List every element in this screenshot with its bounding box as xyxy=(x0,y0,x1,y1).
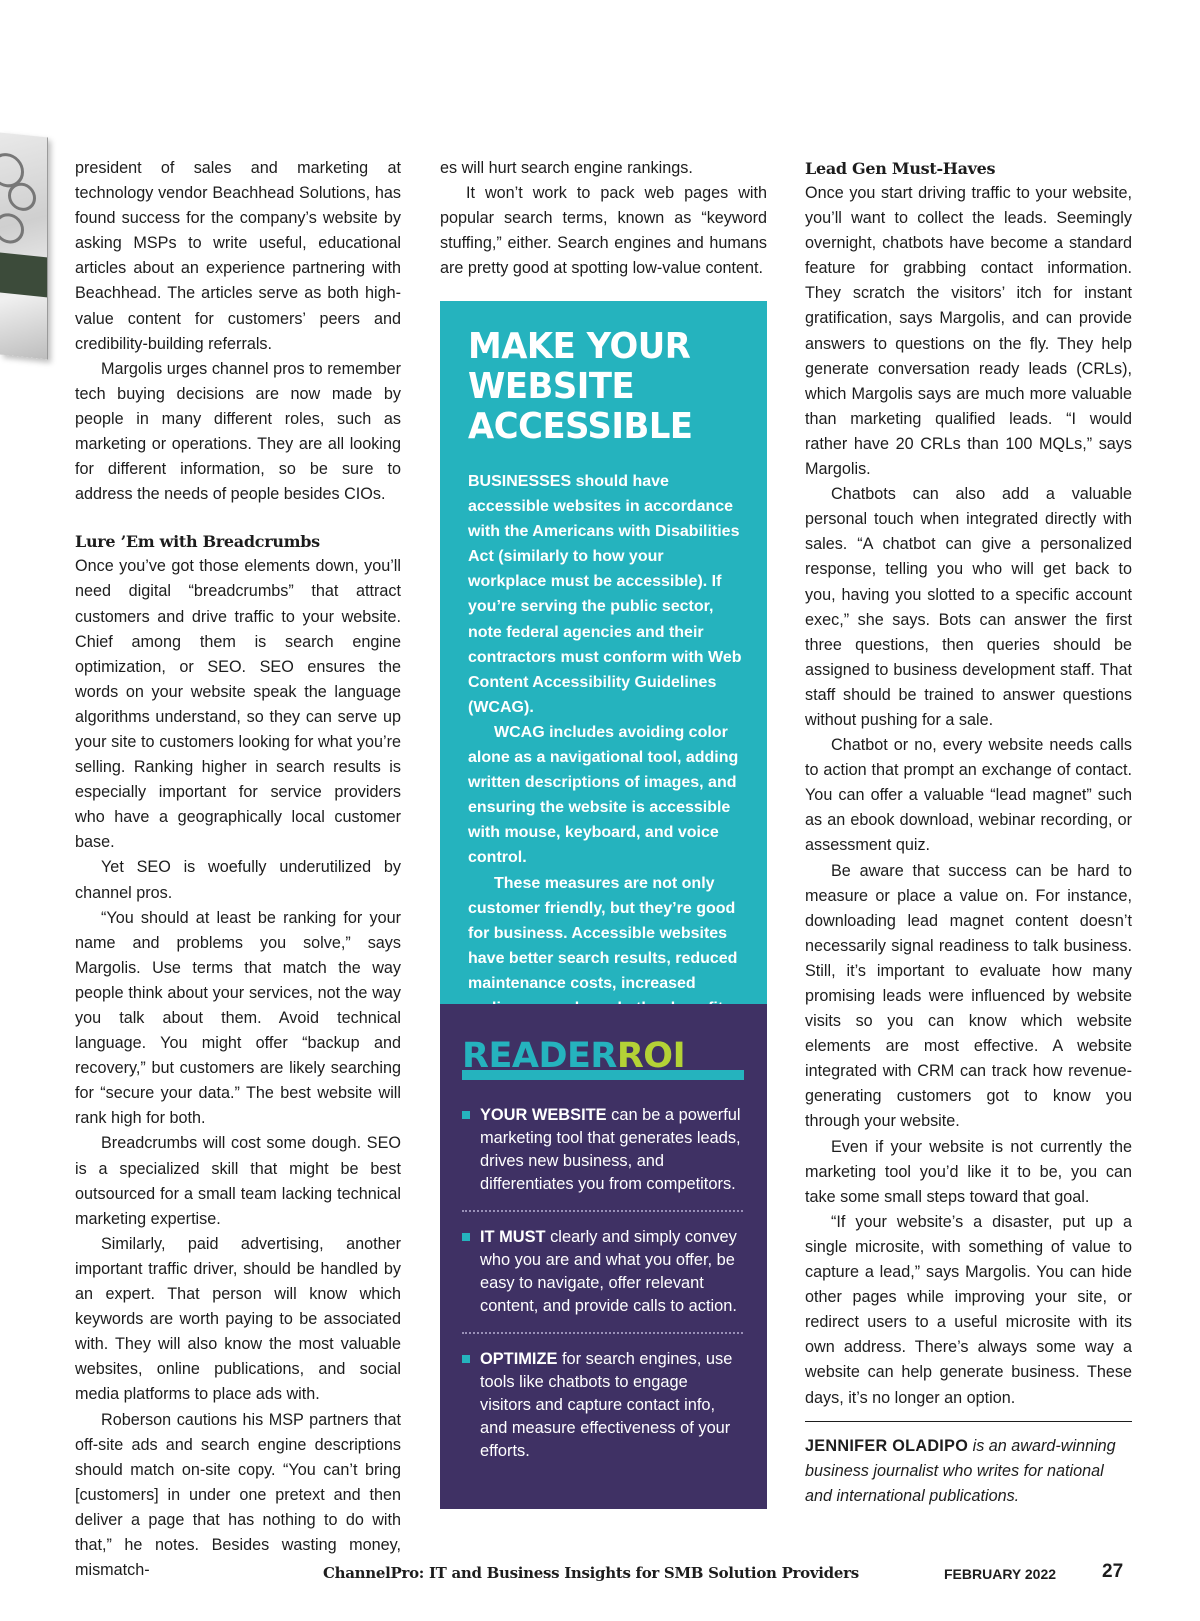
reader-roi-box xyxy=(440,1004,767,1509)
paragraph: Yet SEO is woefully underutilized by channel pros. xyxy=(75,858,401,902)
paragraph: Once you start driving traffic to your website, you’ll want to collect the leads. Seemingly overnight, chatbots have become a standard feature for grabbing contact information. They scratch the visitors’ itch for instant gratification, says Margolis, and can provide answers to questions on the fly. They help generate conversation ready leads (CRLs), which Margolis says are much more valuable than marketing qualified leads. “I would rather have 20 CRLs than 100 MQLs,” says Margolis. xyxy=(805,184,1132,479)
paragraph: Breadcrumbs will cost some dough. SEO is a specialized skill that might be best outsourced for a small team lacking technical marketing expertise. xyxy=(75,1134,401,1228)
subheading-lead-gen: Lead Gen Must-Haves xyxy=(805,159,996,178)
list-item: IT MUST clearly and simply convey who you are and what you offer, be easy to navigate, offer relevant content, and provide calls to action. xyxy=(462,1226,743,1334)
list-item: OPTIMIZE for search engines, use tools like chatbots to engage visitors and capture contact info, and measure effectiveness of your efforts. xyxy=(462,1348,743,1477)
paragraph: BUSINESSES should have accessible websites in accordance with the Americans with Disabilities Act (similarly to how your workplace must be accessible). If you’re serving the public sector, note federal agencies and their contractors must conform with Web Content Accessibility Guidelines (WCAG). xyxy=(468,473,742,716)
reader-roi-heading xyxy=(462,1036,743,1084)
paragraph: Chatbot or no, every website needs calls to action that prompt an exchange of contact. You can offer a valuable “lead magnet” such as an ebook download, webinar recording, or assessment quiz. xyxy=(805,736,1132,855)
paragraph: These measures are not only customer friendly, but they’re good for business. Accessible websites have better search results, reduced maintenance costs, increased xyxy=(468,874,738,992)
author-name: JENNIFER OLADIPO xyxy=(805,1436,969,1455)
paragraph: It won’t work to pack web pages with popular search terms, known as “keyword stuffing,” either. Search engines and humans are pretty good at spotting low-value content. xyxy=(440,184,767,278)
paragraph: Margolis urges channel pros to remember tech buying decisions are now made by people in many different roles, such as marketing or operations. They are all looking for different information, so be sure to address the needs of people besides CIOs. xyxy=(75,359,401,504)
accessibility-sidebar xyxy=(440,301,767,1004)
sidebar-body xyxy=(468,469,745,1046)
page-footer xyxy=(0,1561,1200,1594)
paragraph: es will hurt search engine rankings. xyxy=(440,159,693,177)
sidebar-title: MAKE YOUR WEBSITE ACCESSIBLE xyxy=(468,326,693,447)
paragraph: Be aware that success can be hard to measure or place a value on. For instance, downloading lead magnet content doesn’t necessarily signal readiness to talk business. Still, it’s important to evaluate how many promising leads were influenced by website visits so you can know which website elements are most effective. A website integrated with CRM can track how revenue-generating customers got to know you through your website. xyxy=(805,861,1132,1131)
author-bio xyxy=(805,1421,1132,1509)
roi-title-reader: READER xyxy=(462,1036,617,1076)
issue-date: FEBRUARY 2022 xyxy=(944,1566,1057,1582)
paragraph: Roberson cautions his MSP partners that off-site ads and search engine descriptions should match on-site copy. “You can’t bring [customers] in under one pretext and then deliver a page that has nothing to do with that,” he notes. Besides wasting money, mismatch- xyxy=(75,1410,401,1580)
paragraph: Similarly, paid advertising, another important traffic driver, should be handled by an expert. That person will know which keywords are worth paying to be associated with. They will also know the most valuable websites, online publications, and social media platforms to place ads with. xyxy=(75,1234,401,1404)
article-column-3 xyxy=(805,156,1132,1509)
sidebar xyxy=(440,301,767,1509)
publication-name: ChannelPro: IT and Business Insights for SMB Solution Providers xyxy=(323,1564,859,1582)
subheading-breadcrumbs: Lure ’Em with Breadcrumbs xyxy=(75,532,320,552)
paragraph: “You should at least be ranking for your name and problems you solve,” says Margolis. Use terms that match the way people think about your services, not the way you talk about them. Avoid technical language. You might offer “backup and recovery,” but customers are likely searching for “secure your data.” The best website will rank high for both. xyxy=(75,908,401,1128)
author-description: is an award-winning business journalist who writes for national and international publications. xyxy=(805,1436,1116,1505)
bullet-square-icon xyxy=(462,1355,470,1363)
paragraph: Chatbots can also add a valuable personal touch when integrated directly with sales. “A chatbot can give a personalized response, telling you who will get back to you, having you slotted to a specific account exec,” she says. Bots can answer the first three questions, then queries should be assigned to business development staff. That staff should be trained to answer questions without pushing for a sale. xyxy=(805,485,1132,729)
article-column-2 xyxy=(440,156,767,281)
list-item: YOUR WEBSITE can be a powerful marketing tool that generates leads, drives new business, and differentiates you from competitors. xyxy=(462,1104,743,1212)
paragraph: Once you’ve got those elements down, you’ll need digital “breadcrumbs” that attract customers and drive traffic to your website. Chief among them is search engine optimization, or SEO. SEO ensures the words on your website speak the language algorithms understand, so they can serve up your site to customers looking for what you’re selling. Ranking higher in search results is especially important for service providers who have a geographically local customer base. xyxy=(75,557,401,852)
bullet-square-icon xyxy=(462,1111,470,1119)
paragraph: WCAG includes avoiding color alone as a navigational tool, adding written descriptions of images, and ensuring the website is accessible with mouse, keyboard, and voice control. xyxy=(468,723,739,867)
paragraph: Even if your website is not currently the marketing tool you’d like it to be, you can take some small steps toward that goal. xyxy=(805,1137,1132,1206)
paragraph: president of sales and marketing at technology vendor Beachhead Solutions, has found success for the company’s website by asking MSPs to write useful, educational articles about an experience partnering with Beachhead. The articles serve as both high-value content for customers’ peers and credibility-building referrals. xyxy=(75,159,401,353)
roi-list xyxy=(462,1104,743,1477)
roi-title-roi: ROI xyxy=(616,1036,686,1076)
page-number: 27 xyxy=(1102,1561,1124,1582)
bullet-square-icon xyxy=(462,1233,470,1241)
article-column-1 xyxy=(75,156,401,1583)
magazine-thumbnail-image xyxy=(0,132,48,359)
paragraph: “If your website’s a disaster, put up a single microsite, with something of value to capture a lead,” says Margolis. You can hide other pages while improving your site, or redirect users to a useful microsite with its own address. There’s always some way a website can help generate business. These days, it’s no longer an option. xyxy=(805,1212,1132,1407)
